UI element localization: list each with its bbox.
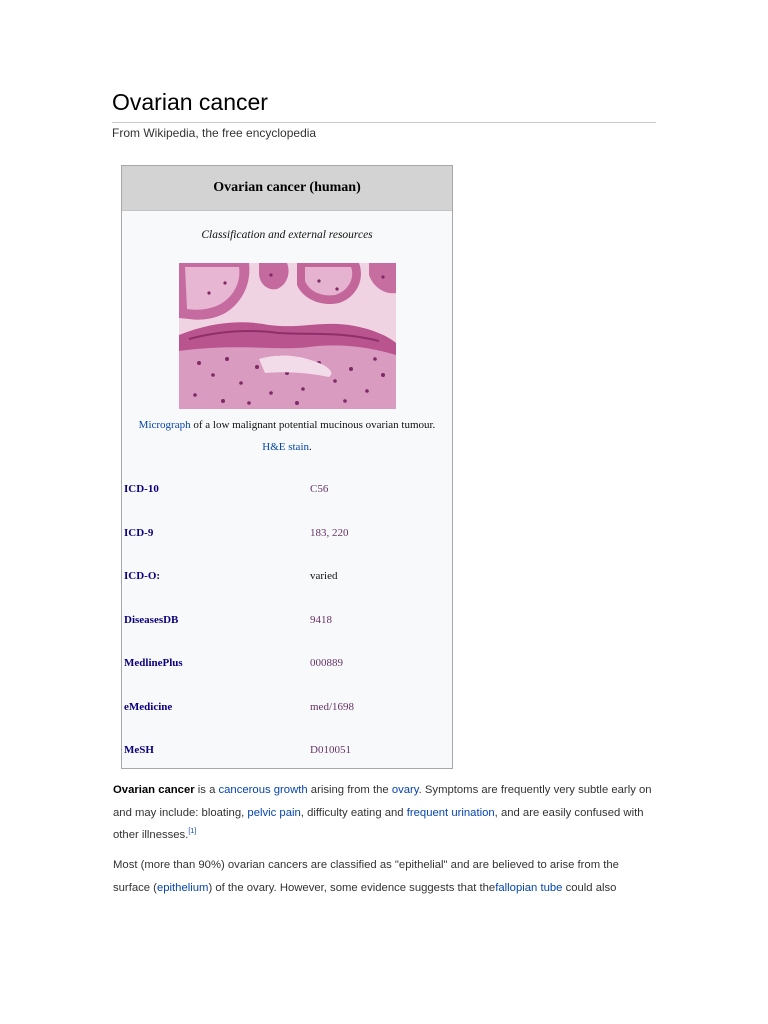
row-value[interactable]: C56 bbox=[310, 483, 329, 495]
text: is a bbox=[194, 784, 219, 796]
ovary-link[interactable]: ovary bbox=[391, 784, 419, 796]
infobox-row-mesh bbox=[122, 744, 452, 764]
caption-text: of a low malignant potential mucinous ovarian tumour. bbox=[190, 419, 436, 431]
row-key[interactable]: MeSH bbox=[124, 744, 154, 756]
cancerous-growth-link[interactable]: cancerous growth bbox=[218, 784, 308, 796]
infobox-row-medlineplus bbox=[122, 657, 452, 677]
micrograph-image[interactable] bbox=[179, 263, 396, 409]
infobox-row-diseasesdb bbox=[122, 614, 452, 634]
infobox-row-icdo bbox=[122, 570, 452, 590]
text: could also bbox=[562, 881, 617, 894]
text: arising from the bbox=[307, 784, 392, 796]
infobox-subheading: Classification and external resources bbox=[201, 229, 373, 241]
fallopian-tube-link[interactable]: fallopian tube bbox=[495, 881, 563, 894]
bold-term: Ovarian cancer bbox=[113, 784, 195, 796]
page-title: Ovarian cancer bbox=[112, 89, 656, 123]
row-key[interactable]: ICD-9 bbox=[124, 527, 154, 539]
micrograph-link[interactable]: Micrograph bbox=[138, 419, 191, 431]
row-value: varied bbox=[310, 570, 338, 582]
infobox-row-emedicine bbox=[122, 701, 452, 721]
reference-1-link[interactable]: [1] bbox=[188, 828, 197, 836]
row-key[interactable]: DiseasesDB bbox=[124, 614, 179, 626]
infobox-caption bbox=[136, 414, 438, 458]
infobox-row-icd9 bbox=[122, 527, 452, 547]
row-value[interactable]: 183, 220 bbox=[310, 527, 349, 539]
row-key[interactable]: ICD-O: bbox=[124, 570, 161, 582]
article-paragraph-1 bbox=[113, 779, 653, 847]
frequent-urination-link[interactable]: frequent urination bbox=[406, 806, 495, 819]
page-tagline: From Wikipedia, the free encyclopedia bbox=[112, 126, 317, 140]
article-paragraph-2 bbox=[113, 854, 653, 899]
row-key[interactable]: ICD-10 bbox=[124, 483, 159, 495]
row-value[interactable]: 000889 bbox=[310, 657, 343, 669]
text: Most (more than 90%) ovarian cancers are classified as "epithelial" and are believed to arise from the surface ( bbox=[113, 859, 619, 894]
row-key[interactable]: MedlinePlus bbox=[124, 657, 183, 669]
text: . Symptoms are frequently very subtle early on and may include: bloating, bbox=[113, 784, 652, 819]
epithelium-link[interactable]: epithelium bbox=[156, 881, 209, 894]
he-stain-link[interactable]: H&E stain bbox=[262, 441, 309, 453]
caption-end: . bbox=[309, 441, 312, 453]
infobox-heading: Ovarian cancer (human) bbox=[122, 166, 452, 211]
row-value[interactable]: med/1698 bbox=[310, 701, 354, 713]
row-value[interactable]: 9418 bbox=[310, 614, 332, 626]
text: , difficulty eating and bbox=[300, 806, 407, 819]
row-value[interactable]: D010051 bbox=[310, 744, 351, 756]
row-key[interactable]: eMedicine bbox=[124, 701, 173, 713]
infobox-row-icd10 bbox=[122, 483, 452, 503]
pelvic-pain-link[interactable]: pelvic pain bbox=[247, 806, 301, 819]
text: ) of the ovary. However, some evidence suggests that the bbox=[208, 881, 496, 894]
infobox bbox=[121, 165, 453, 769]
text: , and are easily confused with other illnesses. bbox=[113, 806, 644, 841]
